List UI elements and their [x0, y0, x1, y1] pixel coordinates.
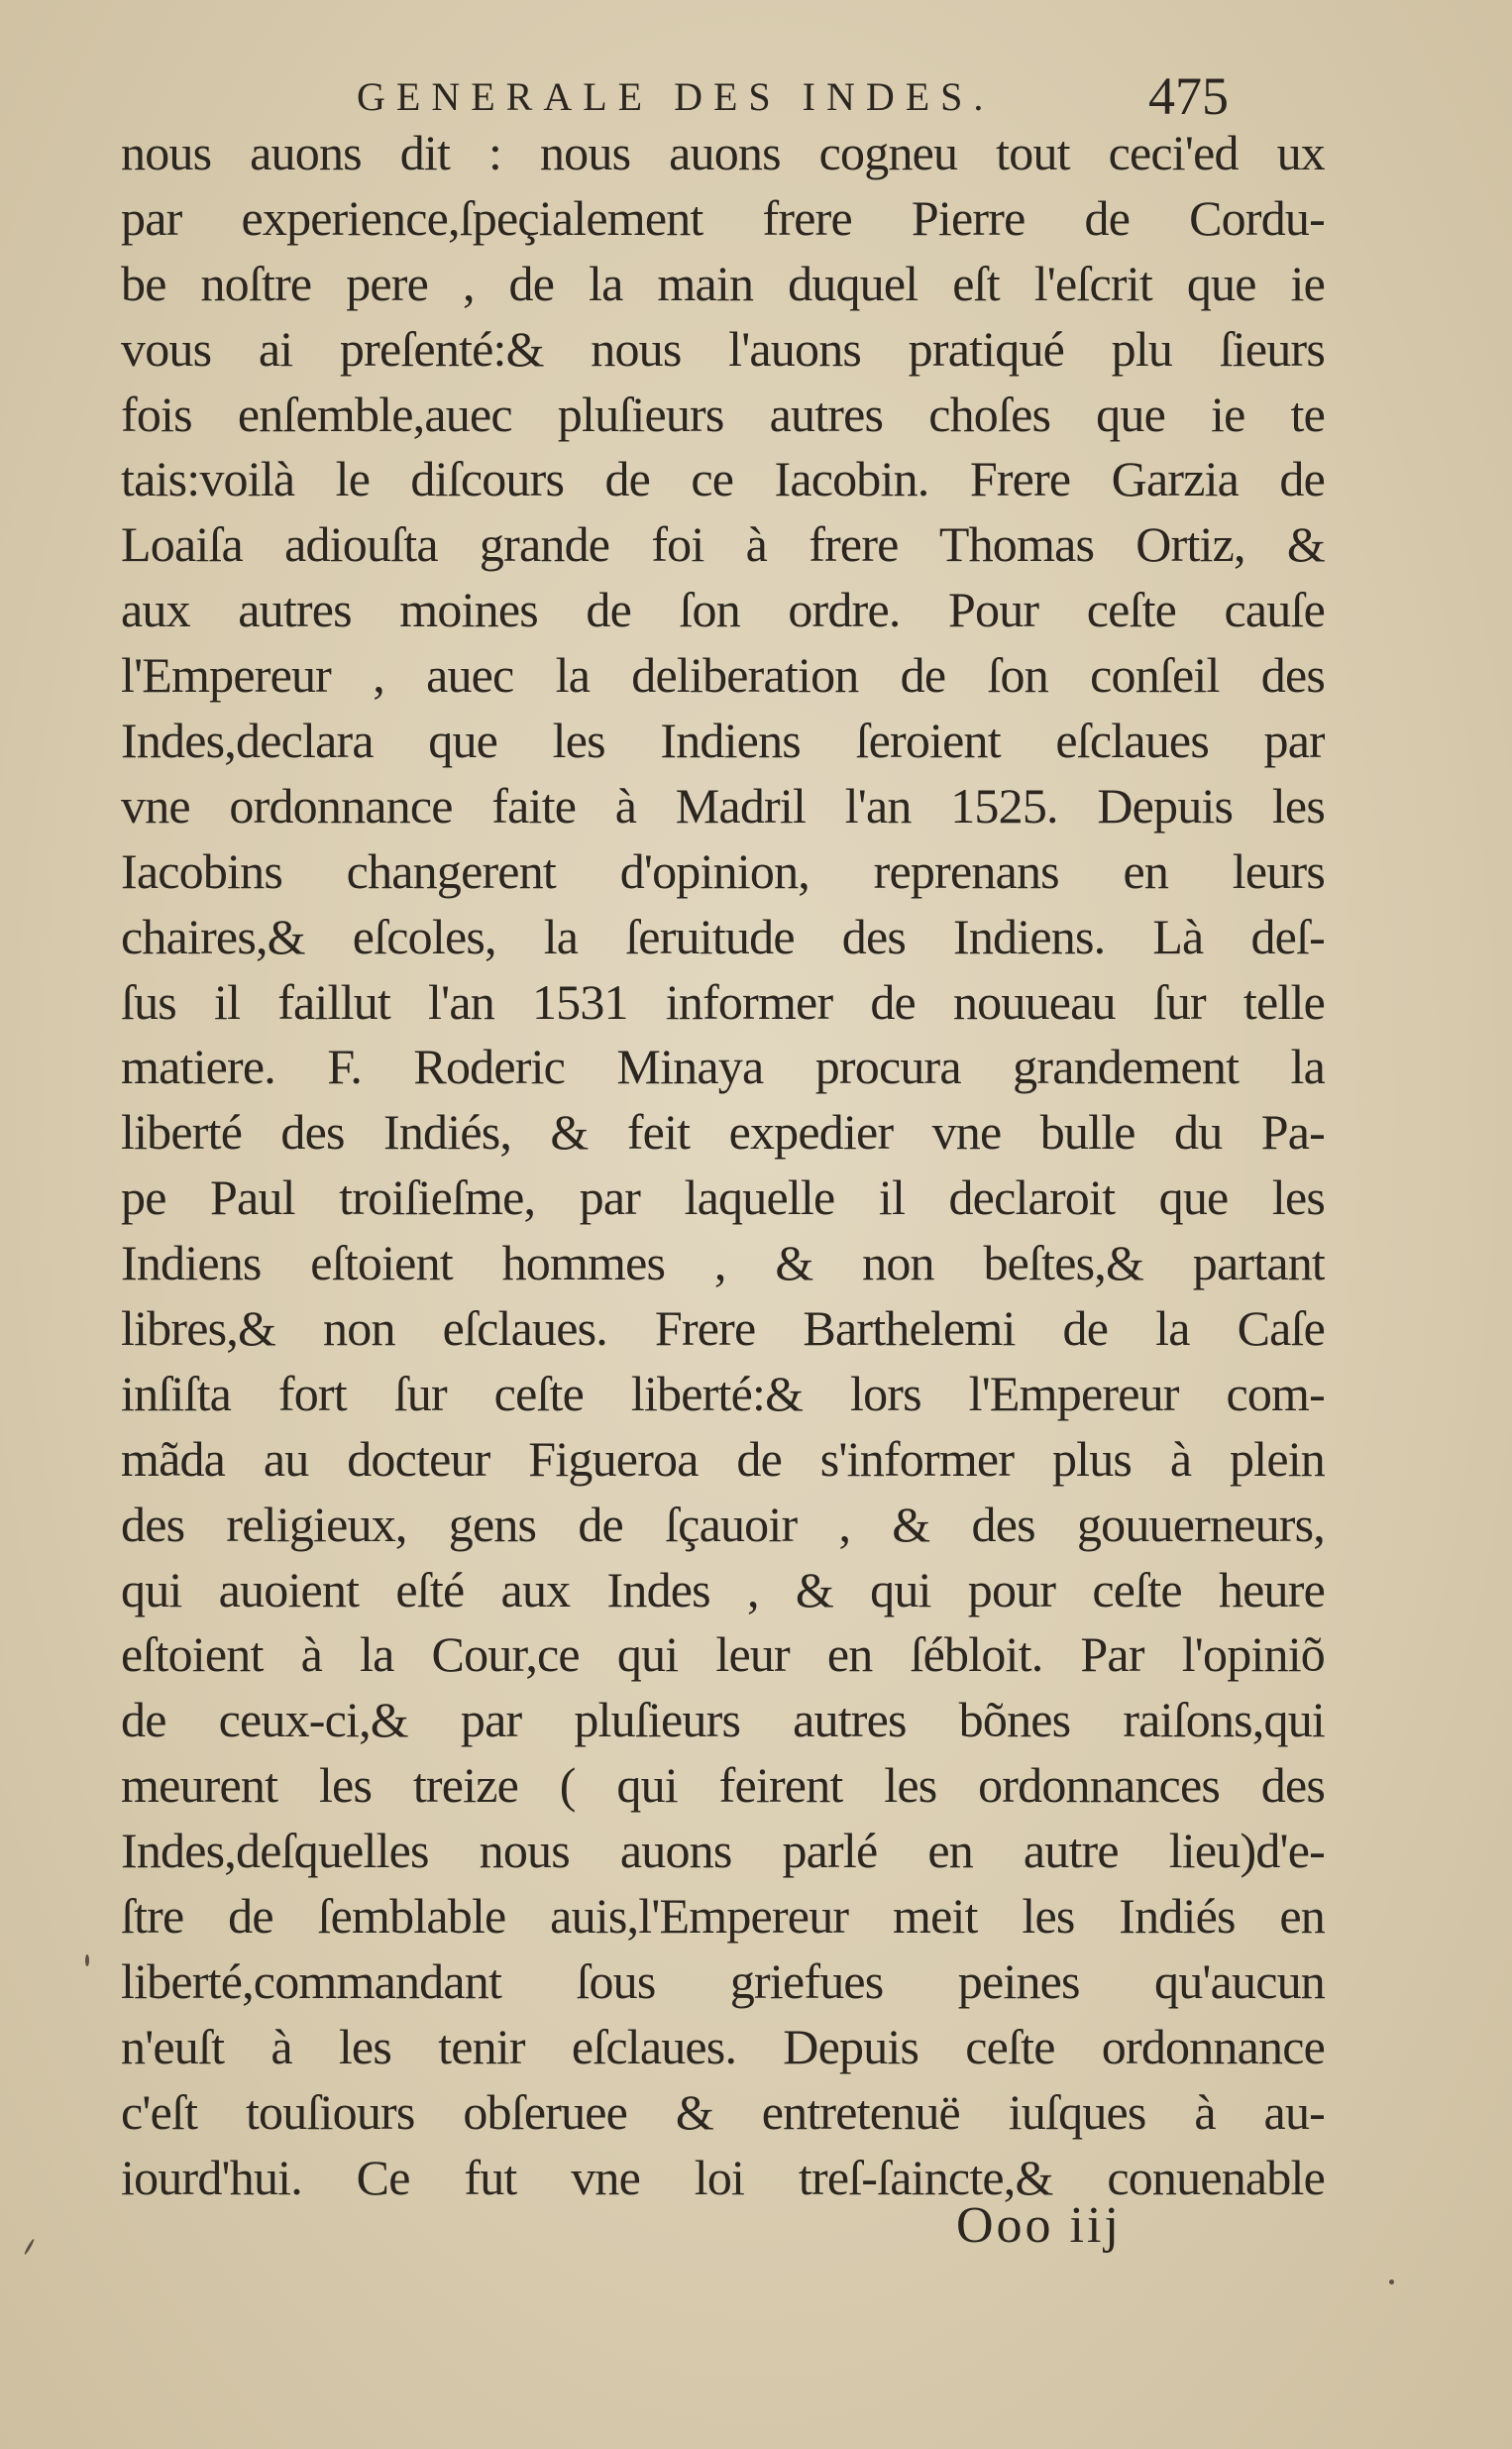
text-line: qui auoient eſté aux Indes , & qui pour ceſte heure [121, 1561, 1325, 1617]
text-line: meurent les treize ( qui feirent les ordonnances des [121, 1757, 1325, 1814]
text-line: tais:voilà le diſcours de ce Iacobin. Frere Garzia de [121, 451, 1325, 507]
running-title: GENERALE DES INDES. [357, 74, 995, 119]
text-line: Indes,deſquelles nous auons parlé en autre lieu)d'e- [121, 1823, 1325, 1879]
text-line: l'Empereur , auec la deliberation de ſon conſeil des [121, 647, 1325, 704]
paper-speck [85, 1954, 89, 1966]
text-line: matiere. F. Roderic Minaya procura grandement la [121, 1039, 1325, 1095]
text-line: eſtoient à la Cour,ce qui leur en ſébloit. Par l'opiniõ [121, 1626, 1325, 1683]
text-line: Indiens eſtoient hommes , & non beſtes,& partant [121, 1235, 1325, 1291]
text-line: libres,& non eſclaues. Frere Barthelemi de la Caſe [121, 1300, 1325, 1357]
body-text [121, 121, 1325, 2211]
text-line: liberté,commandant ſous griefues peines qu'aucun [121, 1952, 1325, 2009]
text-line: Loaiſa adiouſta grande foi à frere Thomas Ortiz, & [121, 516, 1325, 573]
page-number: 475 [1148, 66, 1229, 126]
text-line: par experience,ſpeçialement frere Pierre de Cordu- [121, 189, 1325, 246]
text-line: c'eſt touſiours obſeruee & entretenuë iuſques à au- [121, 2083, 1325, 2140]
text-line: vous ai preſenté:& nous l'auons pratiqué plu ſieurs [121, 320, 1325, 377]
text-line: iourd'hui. Ce fut vne loi treſ-ſaincte,& conuenable [121, 2149, 1325, 2205]
text-line: fois enſemble,auec pluſieurs autres choſes que ie te [121, 386, 1325, 442]
signature-mark: Ooo iij [956, 2197, 1122, 2254]
text-line: mãda au docteur Figueroa de s'informer plus à plein [121, 1430, 1325, 1487]
paper-speck [24, 2238, 36, 2255]
text-line: pe Paul troiſieſme, par laquelle il declaroit que les [121, 1169, 1325, 1226]
text-line: Indes,declara que les Indiens ſeroient eſclaues par [121, 713, 1325, 769]
text-line: aux autres moines de ſon ordre. Pour ceſte cauſe [121, 582, 1325, 638]
running-head [357, 65, 1229, 125]
text-line: liberté des Indiés, & feit expedier vne bulle du Pa- [121, 1104, 1325, 1161]
text-line: nous auons dit : nous auons cogneu tout ceci'ed ux [121, 125, 1325, 180]
text-line: inſiſta fort ſur ceſte liberté:& lors l'Empereur com- [121, 1365, 1325, 1421]
text-line: des religieux, gens de ſçauoir , & des gouuerneurs, [121, 1496, 1325, 1552]
text-line: Iacobins changerent d'opinion, reprenans en leurs [121, 842, 1325, 899]
text-line: ſus il faillut l'an 1531 informer de nouueau ſur telle [121, 973, 1325, 1030]
text-line: de ceux-ci,& par pluſieurs autres bõnes raiſons,qui [121, 1692, 1325, 1748]
text-line: be noſtre pere , de la main duquel eſt l'eſcrit que ie [121, 255, 1325, 311]
text-line: ſtre de ſemblable auis,l'Empereur meit les Indiés en [121, 1888, 1325, 1945]
text-line: vne ordonnance faite à Madril l'an 1525. Depuis les [121, 777, 1325, 834]
text-line: n'euſt à les tenir eſclaues. Depuis ceſte ordonnance [121, 2018, 1325, 2074]
paper-speck [1389, 2280, 1394, 2284]
text-line: chaires,& eſcoles, la ſeruitude des Indiens. Là deſ- [121, 908, 1325, 964]
